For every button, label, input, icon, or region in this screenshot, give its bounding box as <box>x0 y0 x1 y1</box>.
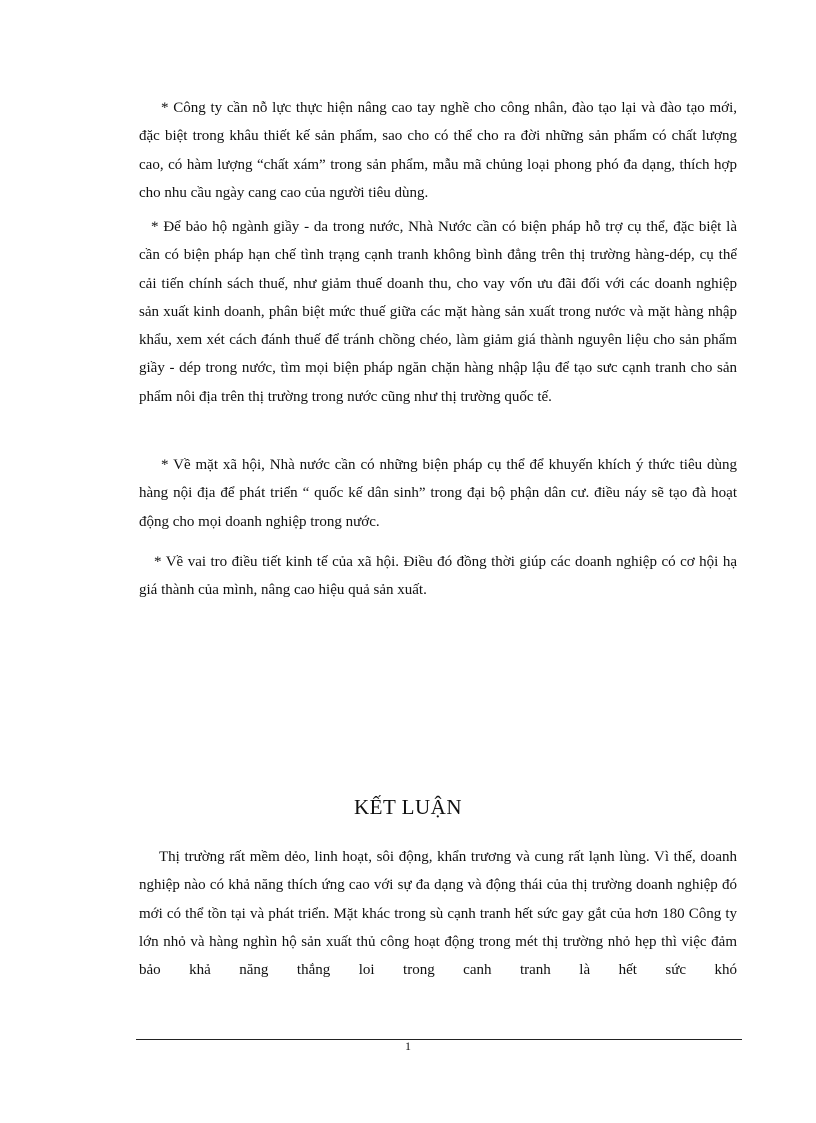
paragraph-social-aspect: * Về mặt xã hội, Nhà nước cần có những biện pháp cụ thể để khuyến khích ý thức tiêu dùng hàng nội địa để phát triển “ quốc kế dân sinh” trong đại bộ phận dân cư. điều náy sẽ tạo đà hoạt động cho mọi doanh nghiệp trong nước. <box>139 457 737 530</box>
paragraph-state-protection: * Để bảo hộ ngành giầy - da trong nước, Nhà Nước cần có biện pháp hỗ trợ cụ thể, đặc biệt là cần có biện pháp hạn chế tình trạng cạnh tranh không bình đẳng trên thị trường hàng-dép, cụ thể cải tiến chính sách thuế, như giảm thuế doanh thu, cho vay vốn ưu đãi đối với các doanh nghiệp sản xuất kinh doanh, phân biệt mức thuế giữa các mặt hàng sản xuất trong nước và mặt hàng nhập khẩu, xem xét cách đánh thuế để tránh chồng chéo, làm giảm giá thành nguyên liệu cho sản phẩm giầy - dép trong nước, tìm mọi biện pháp ngăn chặn hàng nhập lậu để tạo sưc cạnh tranh cho sản phẩm nôi địa trên thị trường trong nước cũng như thị trường quốc tế. <box>139 219 737 405</box>
page-number: 1 <box>405 1039 411 1053</box>
paragraph-company-training: * Công ty cần nỗ lực thực hiện nâng cao tay nghề cho công nhân, đào tạo lại và đào tạo mới, đặc biệt trong khâu thiết kế sản phẩm, sao cho có thể cho ra đời những sản phẩm có chất lượng cao, có hàm lượng “chất xám” trong sản phẩm, mẫu mã chủng loại phong phó đa dạng, thích hợp cho nhu cầu ngày cang cao của người tiêu dùng. <box>139 100 737 201</box>
conclusion-heading: KẾT LUẬN <box>353 795 462 819</box>
conclusion-paragraph: Thị trường rất mềm dẻo, linh hoạt, sôi động, khẩn trương và cung rất lạnh lùng. Vì thế, doanh nghiệp nào có khả năng thích ứng cao với sự đa dạng và động thái của thị trường doanh nghiệp đó mới có thể tồn tại và phát triển. Mặt khác trong sù cạnh tranh hết sức gay gắt của hơn 180 Công ty lớn nhỏ và hàng nghìn hộ sản xuất thủ công hoạt động trong mét thị trường nhỏ hẹp thì việc đảm bảo khả năng thắng loi trong canh tranh là hết sức khó <box>139 849 737 979</box>
paragraph-economic-regulation: * Về vai tro điều tiết kinh tế của xã hội. Điều đó đồng thời giúp các doanh nghiệp có cơ hội hạ giá thành của mình, nâng cao hiệu quả sản xuất. <box>139 554 737 599</box>
